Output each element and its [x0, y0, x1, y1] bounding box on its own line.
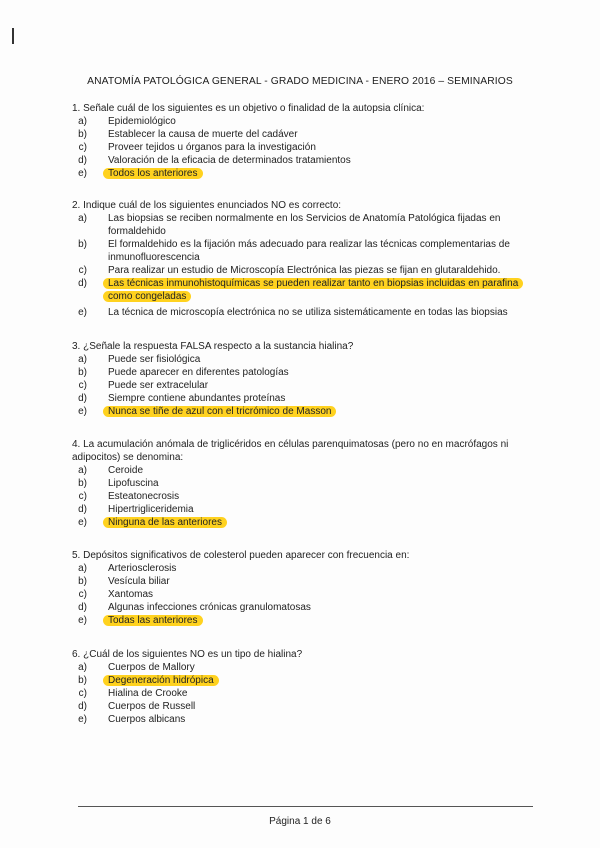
question-stem: 3. ¿Señale la respuesta FALSA respecto a la sustancia hialina?: [72, 341, 354, 352]
option-d: d) Algunas infecciones crónicas granulomatosas: [78, 602, 311, 613]
option-a: a) Cuerpos de Mallory: [78, 662, 195, 673]
question-5: [72, 549, 542, 627]
option-d: d) Siempre contiene abundantes proteínas: [78, 393, 286, 404]
question-6: [72, 648, 542, 726]
option-c: c) Puede ser extracelular: [78, 380, 209, 391]
page-title: ANATOMÍA PATOLÓGICA GENERAL - GRADO MEDICINA - ENERO 2016 – SEMINARIOS: [87, 76, 513, 87]
answer-highlight: Degeneración hidrópica: [103, 675, 219, 686]
option-b-highlighted: b) Degeneración hidrópica: [72, 674, 542, 687]
option-e: e) Cuerpos albicans: [78, 714, 186, 725]
question-3: [72, 340, 542, 418]
option-c: c) Para realizar un estudio de Microscopía Electrónica las piezas se fijan en glutaraldehido.: [78, 265, 501, 276]
option-c: c) Esteatonecrosis: [78, 491, 180, 502]
option-b: b) El formaldehido es la fijación más adecuado para realizar las técnicas complementarias de inmunofluorescencia: [78, 239, 510, 263]
question-2: [72, 199, 542, 319]
answer-highlight: Nunca se tiñe de azul con el tricrómico de Masson: [103, 406, 336, 417]
option-a: a) Las biopsias se reciben normalmente en los Servicios de Anatomía Patológica fijadas en formaldehido: [78, 213, 501, 237]
option-a: a) Arteriosclerosis: [78, 563, 177, 574]
option-b: b) Vesícula biliar: [78, 576, 170, 587]
question-1: [72, 102, 542, 180]
option-d: d) Cuerpos de Russell: [78, 701, 196, 712]
page-number: Página 1 de 6: [269, 816, 331, 827]
option-a: a) Puede ser fisiológica: [78, 354, 201, 365]
option-e-highlighted: e) Todos los anteriores: [72, 167, 542, 180]
option-b: b) Establecer la causa de muerte del cadáver: [78, 129, 298, 140]
answer-highlight: Las técnicas inmunohistoquímicas se pueden realizar tanto en biopsias incluidas en parafina como congeladas: [103, 278, 523, 302]
answer-highlight: Todas las anteriores: [103, 615, 203, 626]
option-d: d) Hipertrigliceridemia: [78, 504, 194, 515]
option-b: b) Lipofuscina: [78, 478, 159, 489]
answer-highlight: Ninguna de las anteriores: [103, 517, 227, 528]
option-b: b) Puede aparecer en diferentes patologías: [78, 367, 289, 378]
option-e-highlighted: e) Todas las anteriores: [72, 614, 542, 627]
option-d-highlighted: d) Las técnicas inmunohistoquímicas se pueden realizar tanto en biopsias incluidas en parafina como congeladas: [72, 277, 542, 303]
option-c: c) Hialina de Crooke: [78, 688, 188, 699]
footer-divider: [78, 806, 533, 807]
question-4: [72, 438, 542, 529]
option-e: e) La técnica de microscopía electrónica no se utiliza sistemáticamente en todas las biopsias: [78, 307, 508, 318]
option-e-highlighted: e) Nunca se tiñe de azul con el tricrómico de Masson: [72, 405, 542, 418]
answer-highlight: Todos los anteriores: [103, 168, 203, 179]
question-stem: 2. Indique cuál de los siguientes enunciados NO es correcto:: [72, 200, 342, 211]
question-stem: 5. Depósitos significativos de colesterol pueden aparecer con frecuencia en:: [72, 550, 410, 561]
question-stem: 1. Señale cuál de los siguientes es un objetivo o finalidad de la autopsia clínica:: [72, 103, 425, 114]
option-d: d) Valoración de la eficacia de determinados tratamientos: [78, 155, 351, 166]
question-stem: 4. La acumulación anómala de triglicéridos en células parenquimatosas (pero no en macrófagos ni adipocitos) se denomina:: [72, 439, 509, 463]
question-stem: 6. ¿Cuál de los siguientes NO es un tipo de hialina?: [72, 649, 303, 660]
option-a: a) Epidemiológico: [78, 116, 176, 127]
option-c: c) Xantomas: [78, 589, 154, 600]
option-a: a) Ceroide: [78, 465, 144, 476]
option-c: c) Proveer tejidos u órganos para la investigación: [78, 142, 316, 153]
option-e-highlighted: e) Ninguna de las anteriores: [72, 516, 542, 529]
edge-mark: [12, 28, 14, 44]
